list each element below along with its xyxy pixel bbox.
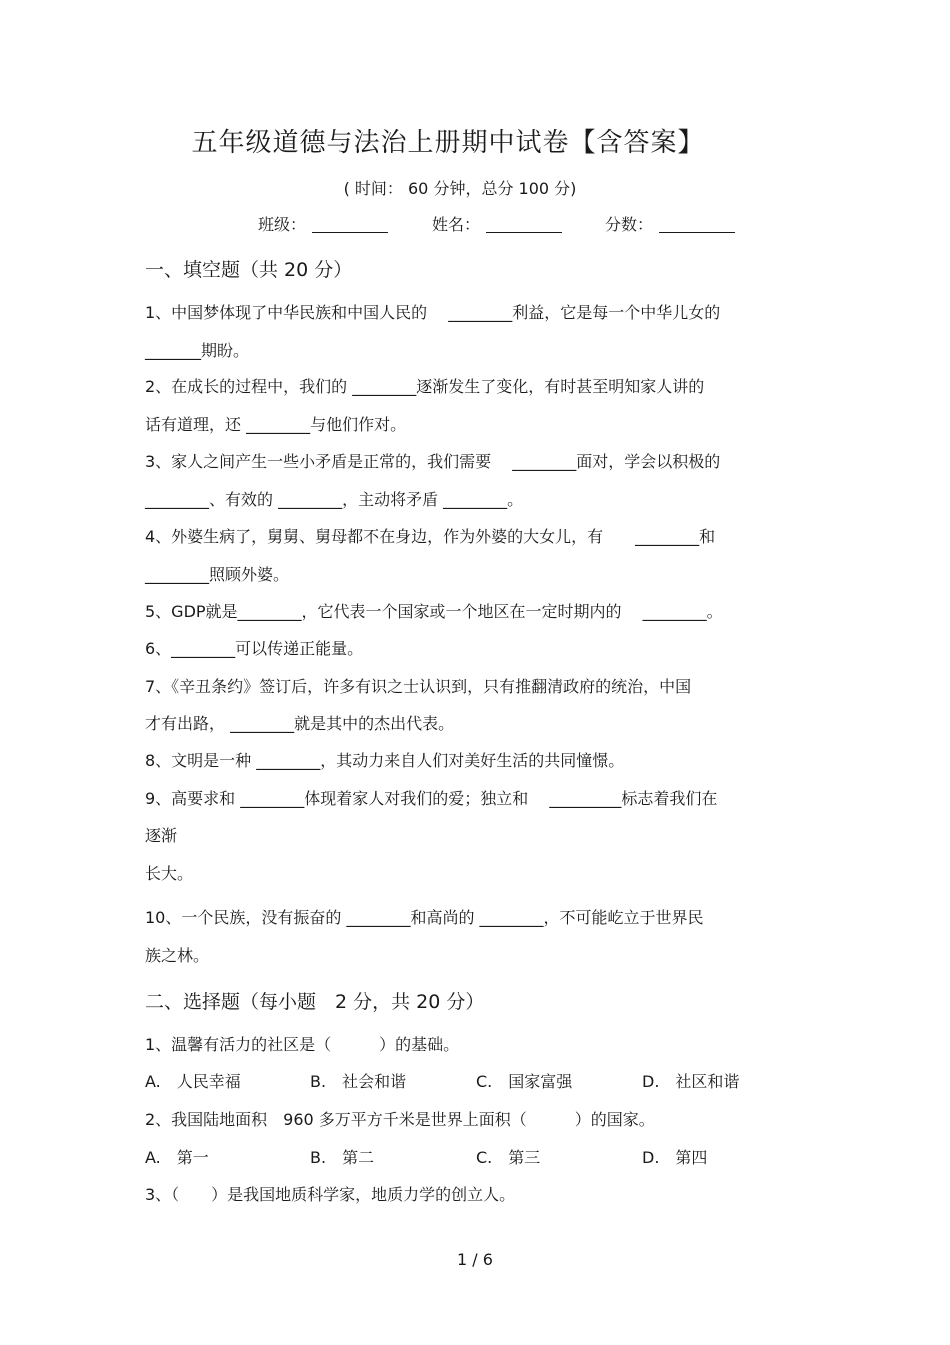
score-blank [659,216,735,233]
question-line: 5、GDP就是________，它代表一个国家或一个地区在一定时期内的 ________。 [145,602,723,621]
question-line: 4、外婆生病了，舅舅、舅母都不在身边，作为外婆的大女儿，有 ________和 [145,527,716,546]
question-line: 7、《辛丑条约》签订后，许多有识之士认识到，只有推翻清政府的统治，中国 [145,677,692,696]
question-line: 3、家人之间产生一些小矛盾是正常的，我们需要 ________面对，学会以积极的 [145,452,721,471]
class-blank [312,216,388,233]
choice-question-stem: 1、温馨有活力的社区是（ ）的基础。 [145,1035,460,1054]
question-line: 8、文明是一种 ________，其动力来自人们对美好生活的共同憧憬。 [145,751,625,770]
question-line: 10、一个民族，没有振奋的 ________和高尚的 ________，不可能屹立于世界民 [145,908,704,927]
question-line: 9、高要求和 ________体现着家人对我们的爱；独立和 _________标志着我们在 [145,789,718,808]
question-line: 1、中国梦体现了中华民族和中国人民的 ________利益，它是每一个中华儿女的 [145,303,721,322]
question-line: ________照顾外婆。 [145,565,290,584]
choice-option-b: B. 第二 [310,1148,375,1167]
choice-option-c: C. 第三 [476,1148,541,1167]
class-field [258,212,388,235]
score-field [605,212,735,235]
question-line: 6、________可以传递正能量。 [145,639,364,658]
exam-title: 五年级道德与法治上册期中试卷【含答案】 [191,128,705,158]
choice-option-d: D. 第四 [642,1148,708,1167]
choice-option-a: A. 第一 [145,1148,209,1167]
exam-subtitle: ( 时间： 60 分钟，总分 100 分) [343,179,577,198]
choice-option-a: A. 人民幸福 [145,1072,241,1091]
question-line: 2、在成长的过程中，我们的 ________逐渐发生了变化，有时甚至明知家人讲的 [145,377,705,396]
choice-option-c: C. 国家富强 [476,1072,573,1091]
question-line: ________、有效的 ________，主动将矛盾 ________。 [145,490,524,509]
question-line: 长大。 [145,864,194,883]
choice-option-d: D. 社区和谐 [642,1072,740,1091]
name-label: 姓名： [432,215,481,234]
section-fill-blank-heading: 一、填空题（共 20 分） [145,259,353,281]
name-blank [486,216,562,233]
page-indicator: 1 / 6 [457,1250,493,1269]
question-line: 才有出路， ________就是其中的杰出代表。 [145,714,455,733]
choice-question-stem: 3、（ ）是我国地质科学家，地质力学的创立人。 [145,1185,516,1204]
score-label: 分数： [605,215,654,234]
question-line: 族之林。 [145,946,210,965]
class-label: 班级： [258,215,307,234]
question-line: 话有道理，还 ________与他们作对。 [145,415,407,434]
choice-option-b: B. 社会和谐 [310,1072,407,1091]
section-choice-heading: 二、选择题（每小题 2 分，共 20 分） [145,991,485,1013]
choice-question-stem: 2、我国陆地面积 960 多万平方千米是世界上面积（ ）的国家。 [145,1110,655,1129]
name-field [432,212,562,235]
question-line: _______期盼。 [145,341,250,360]
question-line: 逐渐 [145,826,178,845]
